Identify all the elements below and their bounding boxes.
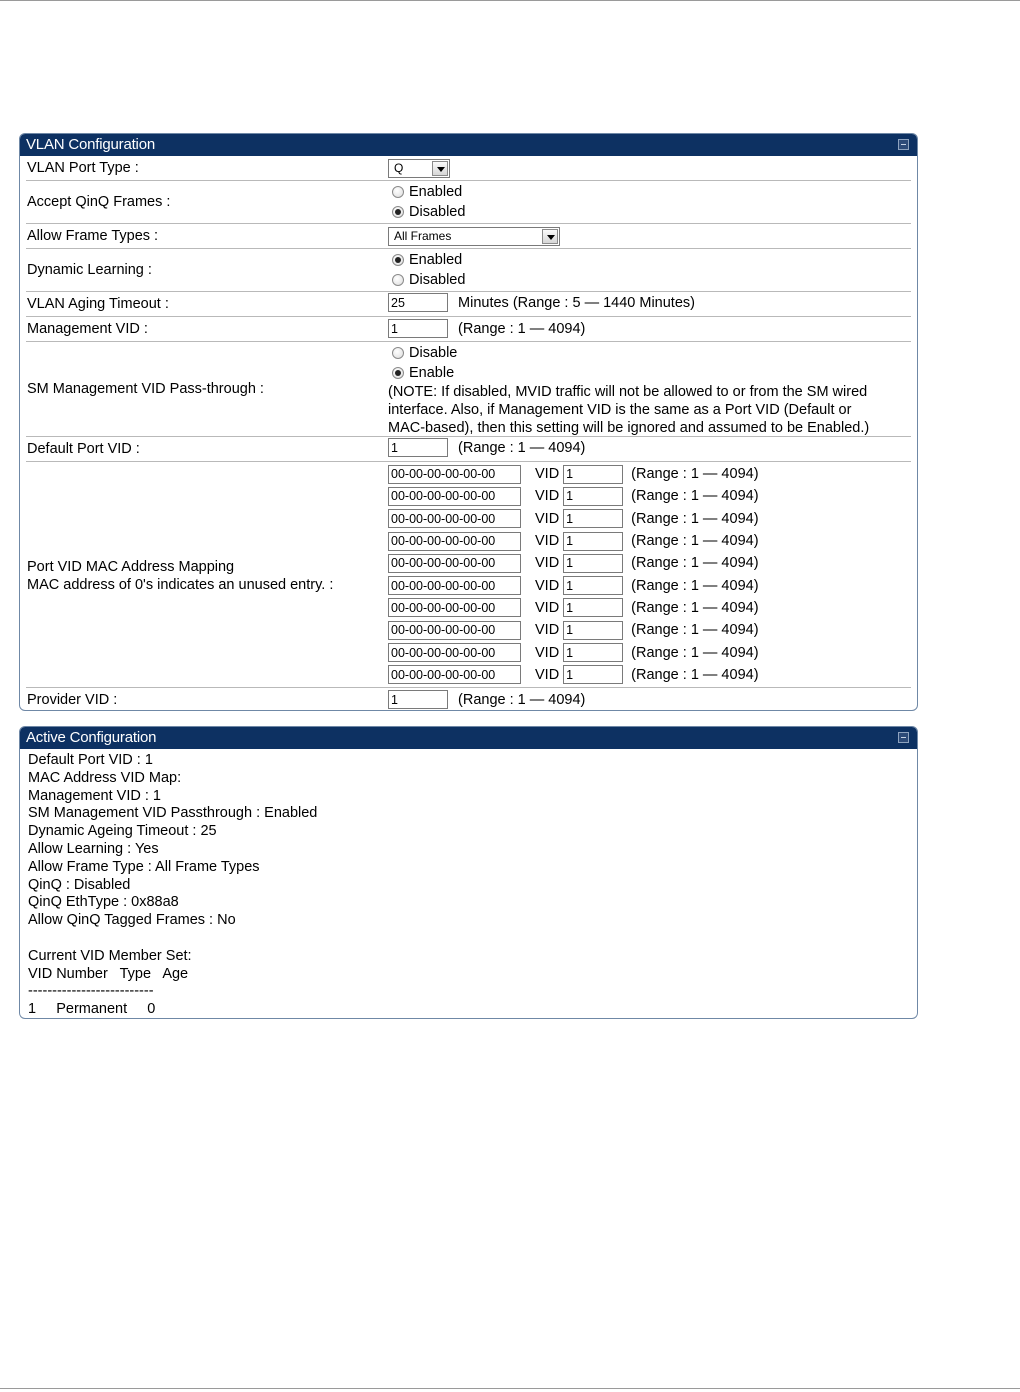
vid-range-hint: (Range : 1 — 4094) xyxy=(631,555,759,572)
provider-vid-input[interactable] xyxy=(388,690,448,709)
vid-label: VID xyxy=(535,555,560,572)
vid-range-hint: (Range : 1 — 4094) xyxy=(631,666,759,683)
config-line: Current VID Member Set: xyxy=(28,947,192,964)
config-line: -------------------------- xyxy=(28,983,154,1000)
vlan-configuration-header xyxy=(20,134,917,156)
vid-input[interactable] xyxy=(563,554,623,573)
dynamic-learning-enabled-option[interactable] xyxy=(388,250,911,270)
mac-address-input[interactable] xyxy=(388,665,521,684)
default-port-vid-input[interactable] xyxy=(388,438,448,457)
row-provider-vid xyxy=(26,688,911,711)
chevron-down-icon[interactable] xyxy=(432,161,448,176)
mac-address-input[interactable] xyxy=(388,554,521,573)
vid-label: VID xyxy=(535,599,560,616)
vid-label: VID xyxy=(535,488,560,505)
note-line: MAC-based), then this setting will be ignored and assumed to be Enabled.) xyxy=(388,420,870,436)
vid-range-hint: (Range : 1 — 4094) xyxy=(631,488,759,505)
mac-address-input[interactable] xyxy=(388,465,521,484)
config-line: Allow QinQ Tagged Frames : No xyxy=(28,912,236,929)
vlan-aging-timeout-input[interactable] xyxy=(388,293,448,312)
allow-frame-types-select[interactable] xyxy=(388,227,560,246)
active-configuration-title: Active Configuration xyxy=(26,729,157,746)
mac-mapping-entries xyxy=(382,462,911,687)
config-line: Management VID : 1 xyxy=(28,787,161,804)
config-line: QinQ : Disabled xyxy=(28,876,131,893)
mac-address-input[interactable] xyxy=(388,487,521,506)
mac-mapping-label-line2: MAC address of 0's indicates an unused entry. : xyxy=(27,577,334,593)
mac-mapping-entry xyxy=(388,508,911,530)
vid-range-hint: (Range : 1 — 4094) xyxy=(631,599,759,616)
allow-frame-types-label: Allow Frame Types : xyxy=(27,228,159,244)
accept-qinq-enabled-option[interactable] xyxy=(388,182,911,202)
management-vid-hint: (Range : 1 — 4094) xyxy=(458,320,586,337)
vid-input[interactable] xyxy=(563,598,623,617)
vlan-configuration-panel xyxy=(19,133,918,711)
vid-label: VID xyxy=(535,666,560,683)
default-port-vid-hint: (Range : 1 — 4094) xyxy=(458,439,586,456)
accept-qinq-enabled-radio[interactable] xyxy=(392,186,404,198)
vlan-port-type-select[interactable] xyxy=(388,159,450,178)
management-vid-input[interactable] xyxy=(388,319,448,338)
accept-qinq-disabled-option[interactable] xyxy=(388,202,911,222)
accept-qinq-disabled-label: Disabled xyxy=(409,204,466,220)
page-top-rule xyxy=(0,0,1020,1)
mac-address-input[interactable] xyxy=(388,621,521,640)
mac-address-input[interactable] xyxy=(388,643,521,662)
row-vlan-port-type xyxy=(26,156,911,181)
mac-mapping-entry xyxy=(388,619,911,641)
dynamic-learning-disabled-label: Disabled xyxy=(409,272,466,288)
vid-input[interactable] xyxy=(563,465,623,484)
vid-input[interactable] xyxy=(563,532,623,551)
active-configuration-body xyxy=(20,749,917,1019)
config-line: Allow Frame Type : All Frame Types xyxy=(28,858,260,875)
config-line: Dynamic Ageing Timeout : 25 xyxy=(28,823,217,840)
vid-input[interactable] xyxy=(563,576,623,595)
vlan-port-type-value: Q xyxy=(394,161,404,175)
sm-passthrough-enable-option[interactable] xyxy=(388,363,911,383)
row-port-vid-mac-mapping xyxy=(26,462,911,688)
mac-mapping-entry xyxy=(388,463,911,485)
chevron-down-icon[interactable] xyxy=(542,229,558,244)
mac-mapping-entry xyxy=(388,485,911,507)
config-line: VID Number Type Age xyxy=(28,965,189,982)
vlan-aging-timeout-label: VLAN Aging Timeout : xyxy=(27,296,169,312)
vid-range-hint: (Range : 1 — 4094) xyxy=(631,622,759,639)
vid-label: VID xyxy=(535,533,560,550)
management-vid-label: Management VID : xyxy=(27,321,148,337)
config-line: Default Port VID : 1 xyxy=(28,752,153,768)
config-line: QinQ EthType : 0x88a8 xyxy=(28,894,179,911)
accept-qinq-enabled-label: Enabled xyxy=(409,184,463,200)
vid-label: VID xyxy=(535,644,560,661)
sm-passthrough-enable-label: Enable xyxy=(409,365,455,381)
provider-vid-hint: (Range : 1 — 4094) xyxy=(458,691,586,708)
sm-passthrough-disable-option[interactable] xyxy=(388,343,911,363)
collapse-icon[interactable] xyxy=(898,139,909,150)
row-dynamic-learning xyxy=(26,249,911,292)
dynamic-learning-label: Dynamic Learning : xyxy=(27,262,152,278)
mac-mapping-entry xyxy=(388,641,911,663)
config-line: SM Management VID Passthrough : Enabled xyxy=(28,805,318,822)
sm-passthrough-disable-radio[interactable] xyxy=(392,347,404,359)
sm-passthrough-label: SM Management VID Pass-through : xyxy=(27,381,264,397)
vid-range-hint: (Range : 1 — 4094) xyxy=(631,533,759,550)
config-line xyxy=(28,930,917,948)
vlan-aging-timeout-hint: Minutes (Range : 5 — 1440 Minutes) xyxy=(458,294,695,311)
vid-input[interactable] xyxy=(563,665,623,684)
row-default-port-vid xyxy=(26,437,911,462)
mac-mapping-label xyxy=(26,462,382,687)
dynamic-learning-enabled-label: Enabled xyxy=(409,252,463,268)
vid-label: VID xyxy=(535,466,560,483)
mac-mapping-entry xyxy=(388,597,911,619)
mac-mapping-entry xyxy=(388,574,911,596)
sm-passthrough-note xyxy=(388,383,911,437)
vid-label: VID xyxy=(535,622,560,639)
config-line: 1 Permanent 0 xyxy=(28,1001,156,1018)
vid-label: VID xyxy=(535,577,560,594)
vid-input[interactable] xyxy=(563,487,623,506)
sm-passthrough-enable-radio[interactable] xyxy=(392,367,404,379)
provider-vid-label: Provider VID : xyxy=(27,692,118,708)
row-management-vid xyxy=(26,317,911,342)
row-allow-frame-types xyxy=(26,224,911,249)
mac-address-input[interactable] xyxy=(388,532,521,551)
config-line: Allow Learning : Yes xyxy=(28,840,159,857)
default-port-vid-label: Default Port VID : xyxy=(27,441,140,457)
dynamic-learning-enabled-radio[interactable] xyxy=(392,254,404,266)
active-configuration-header xyxy=(20,727,917,749)
mac-mapping-label-line1: Port VID MAC Address Mapping xyxy=(27,559,235,575)
vlan-port-type-label: VLAN Port Type : xyxy=(27,160,139,176)
vid-input[interactable] xyxy=(563,509,623,528)
accept-qinq-disabled-radio[interactable] xyxy=(392,206,404,218)
active-configuration-panel xyxy=(19,726,918,1019)
row-sm-management-vid-passthrough xyxy=(26,342,911,437)
mac-mapping-entry xyxy=(388,552,911,574)
vid-range-hint: (Range : 1 — 4094) xyxy=(631,644,759,661)
vid-label: VID xyxy=(535,510,560,527)
mac-mapping-entry xyxy=(388,530,911,552)
page-bottom-rule xyxy=(0,1388,1020,1389)
note-line: interface. Also, if Management VID is the same as a Port VID (Default or xyxy=(388,402,852,418)
vid-range-hint: (Range : 1 — 4094) xyxy=(631,466,759,483)
sm-passthrough-disable-label: Disable xyxy=(409,345,458,361)
dynamic-learning-disabled-radio[interactable] xyxy=(392,274,404,286)
config-line: MAC Address VID Map: xyxy=(28,769,182,786)
mac-address-input[interactable] xyxy=(388,509,521,528)
vlan-configuration-title: VLAN Configuration xyxy=(26,136,155,153)
mac-address-input[interactable] xyxy=(388,598,521,617)
vid-input[interactable] xyxy=(563,621,623,640)
mac-address-input[interactable] xyxy=(388,576,521,595)
vid-input[interactable] xyxy=(563,643,623,662)
row-accept-qinq xyxy=(26,181,911,224)
allow-frame-types-value: All Frames xyxy=(394,229,452,243)
row-vlan-aging-timeout xyxy=(26,292,911,317)
collapse-icon[interactable] xyxy=(898,732,909,743)
accept-qinq-label: Accept QinQ Frames : xyxy=(27,194,171,210)
vid-range-hint: (Range : 1 — 4094) xyxy=(631,577,759,594)
vid-range-hint: (Range : 1 — 4094) xyxy=(631,510,759,527)
mac-mapping-entry xyxy=(388,664,911,686)
note-line: (NOTE: If disabled, MVID traffic will not be allowed to or from the SM wired xyxy=(388,384,868,400)
dynamic-learning-disabled-option[interactable] xyxy=(388,270,911,290)
